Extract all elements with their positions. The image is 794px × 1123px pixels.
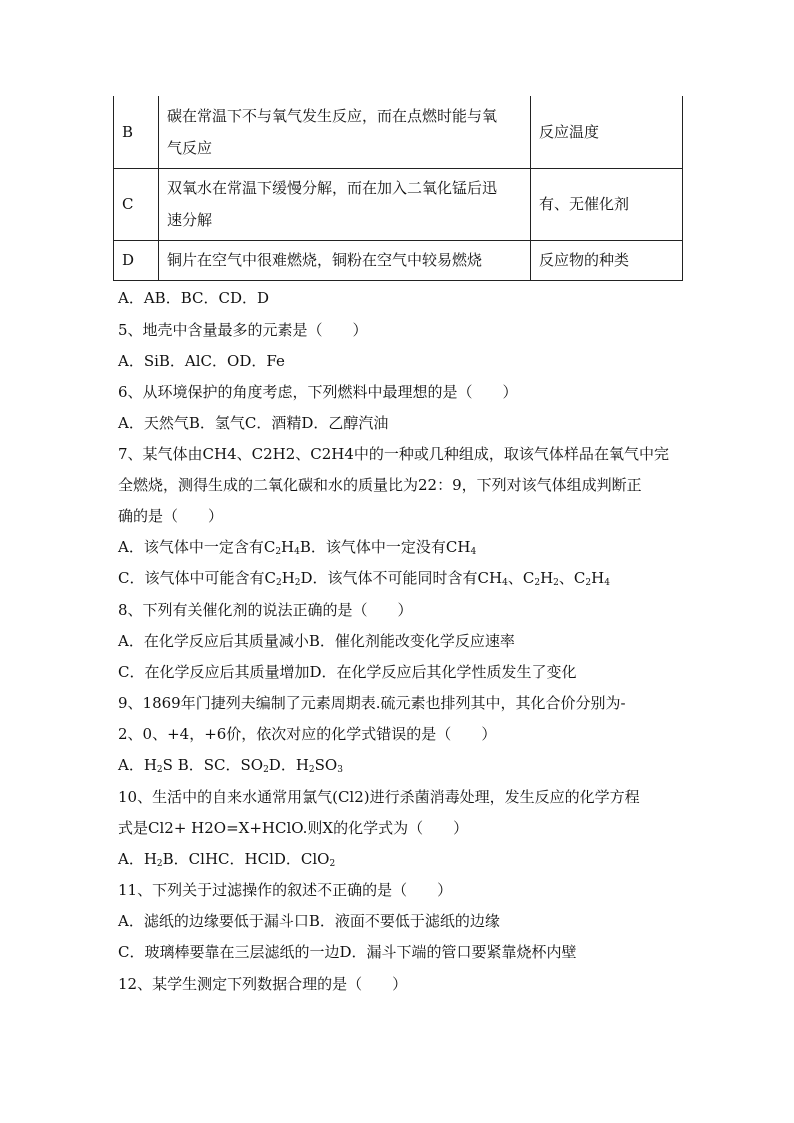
q7-stem-line2: 全燃烧，测得生成的二氧化碳和水的质量比为22：9，下列对该气体组成判断正 — [118, 476, 642, 494]
q4-options: A．AB．BC．CD．D — [118, 289, 269, 307]
q12-stem: 12、某学生测定下列数据合理的是（ ） — [118, 975, 408, 993]
q9-options: A．$H_2S$ B．SC．$SO_2D$．$H_2SO_3$ — [118, 756, 343, 775]
q6-stem: 6、从环境保护的角度考虑，下列燃料中最理想的是（ ） — [118, 383, 518, 401]
options-table — [113, 96, 683, 281]
table-row — [114, 96, 683, 168]
row-factor: 有、无催化剂 — [531, 168, 683, 240]
row-factor: 反应温度 — [531, 96, 683, 168]
row-letter: B — [114, 96, 159, 168]
q10-options: A．$H_2B$．ClHC．HClD．ClO$_2$ — [118, 850, 336, 869]
q7-options-ab: A．该气体中一定含有$C_2H_4B$．该气体中一定没有$CH_4$ — [118, 538, 477, 557]
q11-options-ab: A．滤纸的边缘要低于漏斗口B．液面不要低于滤纸的边缘 — [118, 912, 500, 930]
q5-options: A．SiB．AlC．OD．Fe — [118, 352, 285, 370]
row-factor: 反应物的种类 — [531, 240, 683, 280]
row-description: 铜片在空气中很难燃烧，铜粉在空气中较易燃烧 — [159, 240, 531, 280]
table-row — [114, 168, 683, 240]
row-description: 双氧水在常温下缓慢分解，而在加入二氧化锰后迅 速分解 — [159, 168, 531, 240]
row-letter: C — [114, 168, 159, 240]
row-description: 碳在常温下不与氧气发生反应，而在点燃时能与氧 气反应 — [159, 96, 531, 168]
q8-options-cd: C．在化学反应后其质量增加D．在化学反应后其化学性质发生了变化 — [118, 663, 577, 681]
q7-options-cd: C．该气体中可能含有$C_2H_2D$．该气体不可能同时含有$CH_4$、$C_2H_2$、$C_2H_4$ — [118, 569, 610, 588]
q11-options-cd: C．玻璃棒要靠在三层滤纸的一边D．漏斗下端的管口要紧靠烧杯内壁 — [118, 943, 577, 961]
row-letter: D — [114, 240, 159, 280]
q10-stem-line1: 10、生活中的自来水通常用氯气(Cl2)进行杀菌消毒处理，发生反应的化学方程 — [118, 788, 640, 806]
q10-stem-line2: 式是Cl2+ H2O=X+HClO.则X的化学式为（ ） — [118, 819, 469, 837]
q9-stem-line1: 9、1869年门捷列夫编制了元素周期表.硫元素也排列其中，其化合价分别为- — [118, 694, 626, 712]
q11-stem: 11、下列关于过滤操作的叙述不正确的是（ ） — [118, 881, 453, 899]
q5-stem: 5、地壳中含量最多的元素是（ ） — [118, 321, 368, 339]
q6-options: A．天然气B．氢气C．酒精D．乙醇汽油 — [118, 414, 389, 432]
q8-stem: 8、下列有关催化剂的说法正确的是（ ） — [118, 601, 413, 619]
q8-options-ab: A．在化学反应后其质量减小B．催化剂能改变化学反应速率 — [118, 632, 515, 650]
q9-stem-line2: 2、0、+4，+6价，依次对应的化学式错误的是（ ） — [118, 725, 497, 743]
table-row — [114, 240, 683, 280]
q7-stem-line1: 7、某气体由CH4、C2H2、C2H4中的一种或几种组成，取该气体样品在氧气中完 — [118, 445, 669, 463]
q7-stem-line3: 确的是（ ） — [118, 507, 224, 525]
